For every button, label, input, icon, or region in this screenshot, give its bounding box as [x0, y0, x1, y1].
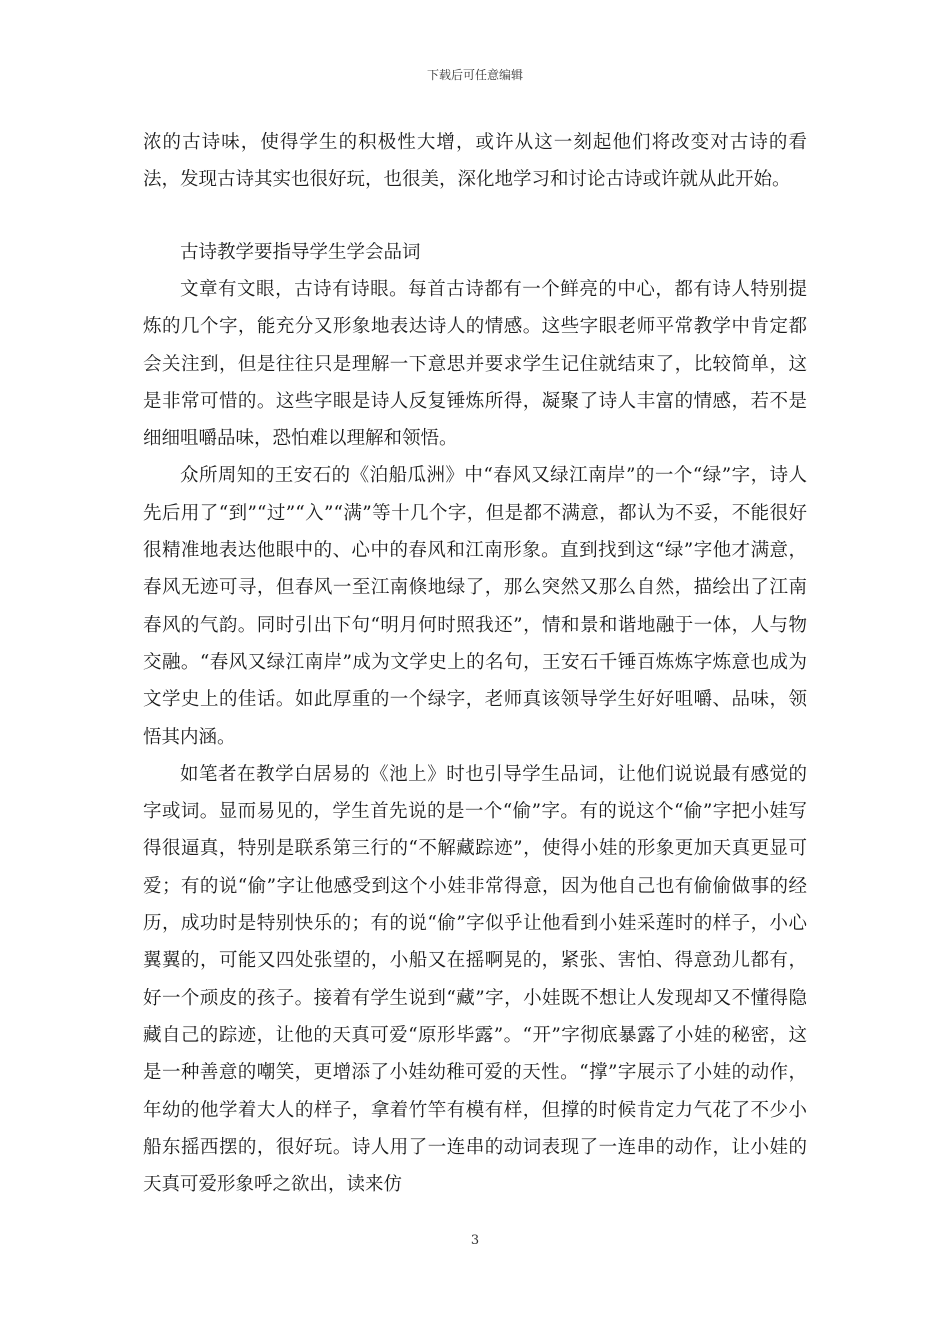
intro-text-block [143, 124, 807, 199]
paragraph-2: 众所周知的王安石的《泊船瓜洲》中“春风又绿江南岸”的一个“绿”字，诗人先后用了“到”“过”“入”“满”等十几个字，但是都不满意，都认为不妥，不能很好很精准地表达他眼中的、心中的春风和江南形象。直到找到这“绿”字他才满意，春风无迹可寻，但春风一至江南倏地绿了，那么突然又那么自然，描绘出了江南春风的气韵。同时引出下句“明月何时照我还”，情和景和谐地融于一体，人与物交融。“春风又绿江南岸”成为文学史上的名句，王安石千锤百炼炼字炼意也成为文学史上的佳话。如此厚重的一个绿字，老师真该领导学生好好咀嚼、品味，领悟其内涵。 [143, 465, 807, 748]
page-number: 3 [470, 1233, 480, 1248]
page-header: 下载后可任意编辑 [426, 68, 523, 82]
paragraph-1: 文章有文眼，古诗有诗眼。每首古诗都有一个鲜亮的中心，都有诗人特别提炼的几个字，能充分又形象地表达诗人的情感。这些字眼老师平常教学中肯定都会关注到，但是往往只是理解一下意思并要求学生记住就结束了，比较简单，这是非常可惜的。这些字眼是诗人反复锤炼所得，凝聚了诗人丰富的情感，若不是细细咀嚼品味，恐怕难以理解和领悟。 [143, 279, 807, 450]
paragraph-3: 如笔者在教学白居易的《池上》时也引导学生品词，让他们说说最有感觉的字或词。显而易见的，学生首先说的是一个“偷”字。有的说这个“偷”字把小娃写得很逼真，特别是联系第三行的“不解藏踪迹”，使得小娃的形象更加天真更显可爱；有的说“偷”字让他感受到这个小娃非常得意，因为他自己也有偷偷做事的经历，成功时是特别快乐的；有的说“偷”字似乎让他看到小娃采莲时的样子，小心翼翼的，可能又四处张望的，小船又在摇啊晃的，紧张、害怕、得意劲儿都有，好一个顽皮的孩子。接着有学生说到“藏”字，小娃既不想让人发现却又不懂得隐藏自己的踪迹，让他的天真可爱“原形毕露”。“开”字彻底暴露了小娃的秘密，这是一种善意的嘲笑，更增添了小娃幼稚可爱的天性。“撑”字展示了小娃的动作，年幼的他学着大人的样子，拿着竹竿有模有样，但撑的时候肯定力气花了不少小船东摇西摆的，很好玩。诗人用了一连串的动词表现了一连串的动作，让小娃的天真可爱形象呼之欲出，读来仿 [143, 763, 807, 1196]
section-body [143, 271, 807, 1203]
intro-paragraph: 浓的古诗味，使得学生的积极性大增，或许从这一刻起他们将改变对古诗的看法，发现古诗其实也很好玩，也很美，深化地学习和讨论古诗或许就从此开始。 [143, 132, 807, 191]
section-heading: 古诗教学要指导学生学会品词 [180, 242, 421, 263]
